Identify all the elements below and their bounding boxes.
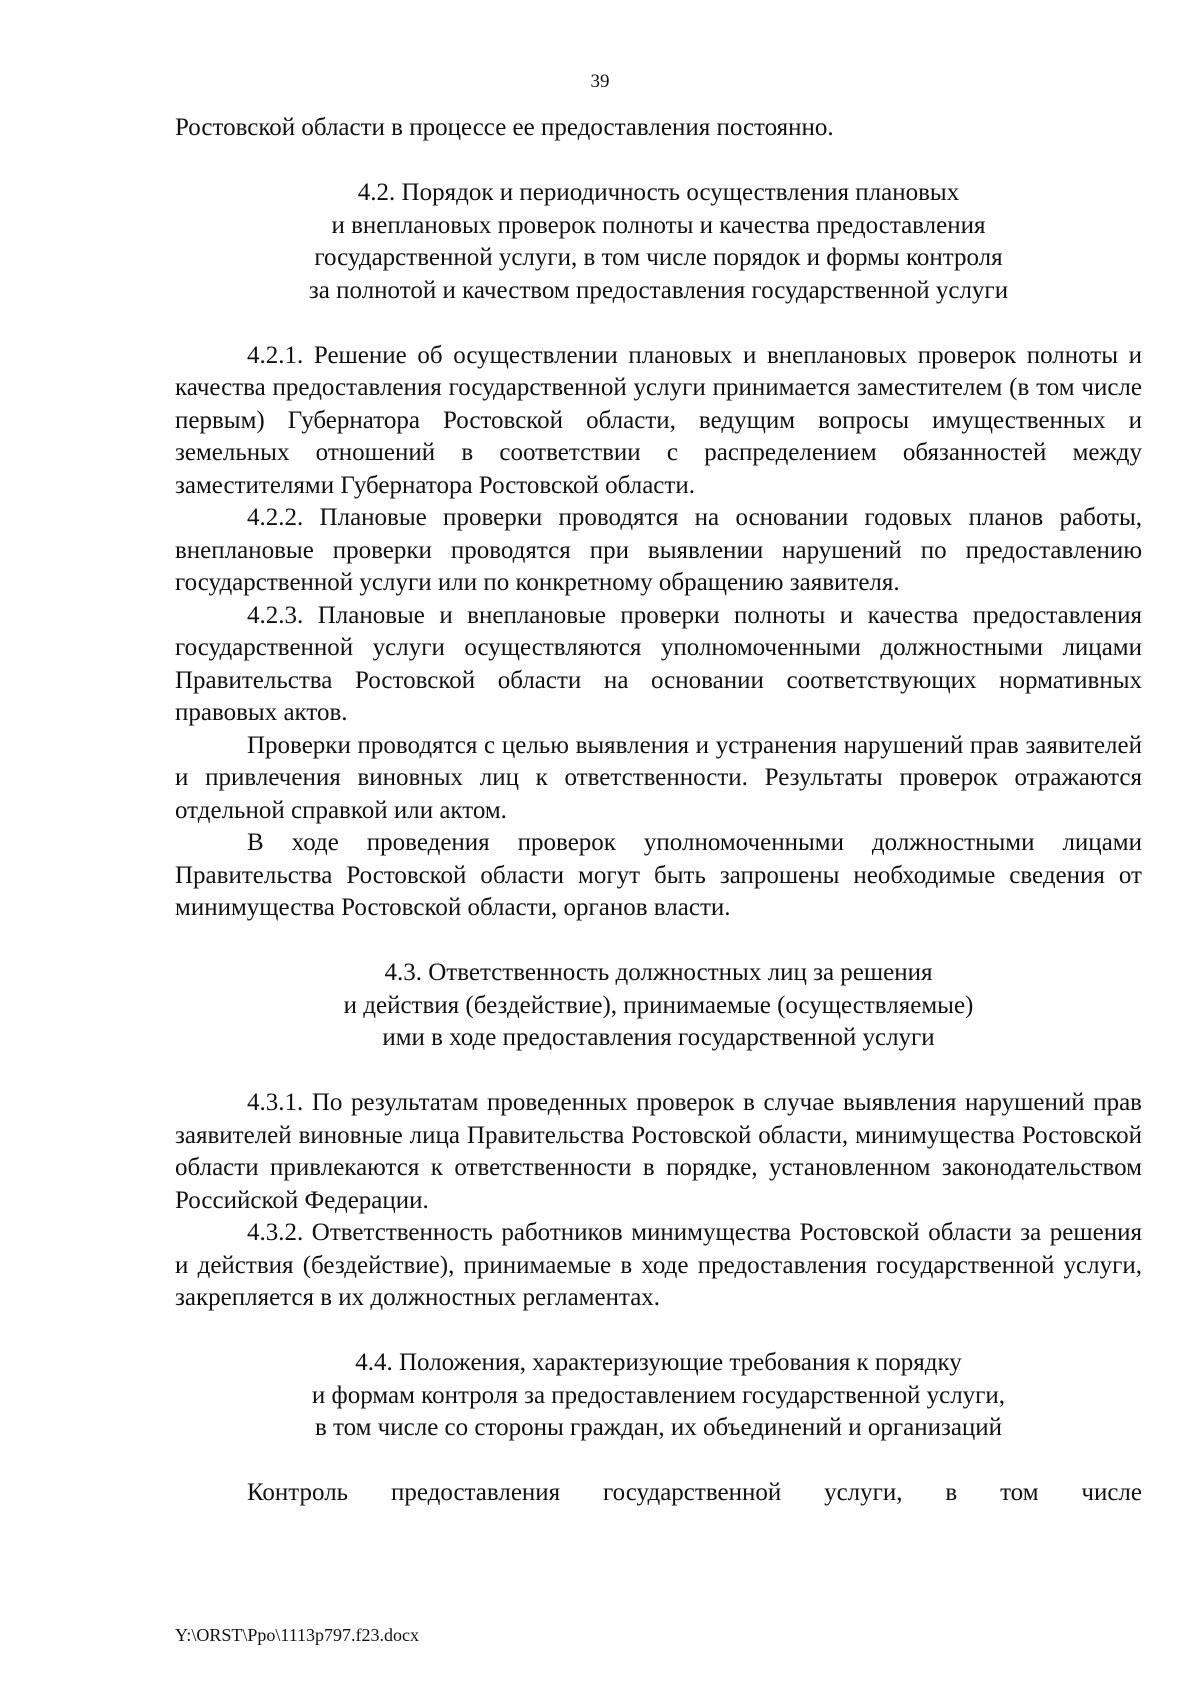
paragraph-4-3-1: 4.3.1. По результатам проведенных проверок в случае выявления нарушений прав заявителей виновные лица Правительства Ростовской области, минимущества Ростовской области привлекаются к ответственности в порядке, установленном законодательством Российской Федерации. [175,1089,1142,1214]
heading-line: и внеплановых проверок полноты и качества предоставления [331,211,986,239]
section-heading-4-2 [175,177,1142,307]
heading-line: за полнотой и качеством предоставления государственной услуги [308,276,1009,304]
page-number: 39 [590,71,610,92]
paragraph-checks-requests: В ходе проведения проверок уполномоченными должностными лицами Правительства Ростовской области могут быть запрошены необходимые сведения от минимущества Ростовской области, органов власти. [175,829,1142,921]
heading-line: и формам контроля за предоставлением государственной услуги, [311,1381,1006,1409]
heading-line: 4.4. Положения, характеризующие требования к порядку [355,1349,962,1376]
heading-line: ими в ходе предоставления государственной услуги [382,1024,935,1051]
paragraph-4-3-2: 4.3.2. Ответственность работников минимущества Ростовской области за решения и действия (бездействие), принимаемые в ходе предоставления государственной услуги, закрепляется в их должностных регламентах. [175,1219,1142,1311]
intro-paragraph: Ростовской области в процессе ее предоставления постоянно. [175,114,834,141]
paragraph-4-2-1: 4.2.1. Решение об осуществлении плановых и внеплановых проверок полноты и качества предоставления государственной услуги принимается заместителем (в том числе первым) Губернатора Ростовской области, ведущим вопросы имущественных и земельных отношений в соответствии с распределением обязанностей между заместителями Губернатора Ростовской области. [175,341,1142,499]
paragraph-checks-purpose: Проверки проводятся с целью выявления и устранения нарушений прав заявителей и привлечения виновных лиц к ответственности. Результаты проверок отражаются отдельной справкой или актом. [175,731,1142,824]
document-body [175,112,1142,1510]
heading-line: 4.2. Порядок и периодичность осуществления плановых [357,179,960,206]
heading-line: государственной услуги, в том числе порядок и формы контроля [314,244,1003,271]
paragraph-4-2-2: 4.2.2. Плановые проверки проводятся на основании годовых планов работы, внеплановые проверки проводятся при выявлении нарушений по предоставлению государственной услуги или по конкретному обращению заявителя. [175,504,1142,596]
section-heading-4-3 [175,957,1142,1055]
heading-line: в том числе со стороны граждан, их объединений и организаций [314,1414,1003,1441]
footer-file-path: Y:\ORST\Ppo\1113p797.f23.docx [175,1625,420,1645]
paragraph-4-4-start: Контроль предоставления государственной услуги, в том числе [247,1479,1142,1506]
heading-line: 4.3. Ответственность должностных лиц за решения [384,959,933,986]
section-heading-4-4 [175,1347,1142,1445]
paragraph-4-2-3: 4.2.3. Плановые и внеплановые проверки полноты и качества предоставления государственной услуги осуществляются уполномоченными должностными лицами Правительства Ростовской области на основании соответствующих нормативных правовых актов. [175,601,1142,726]
heading-line: и действия (бездействие), принимаемые (осуществляемые) [343,991,974,1019]
